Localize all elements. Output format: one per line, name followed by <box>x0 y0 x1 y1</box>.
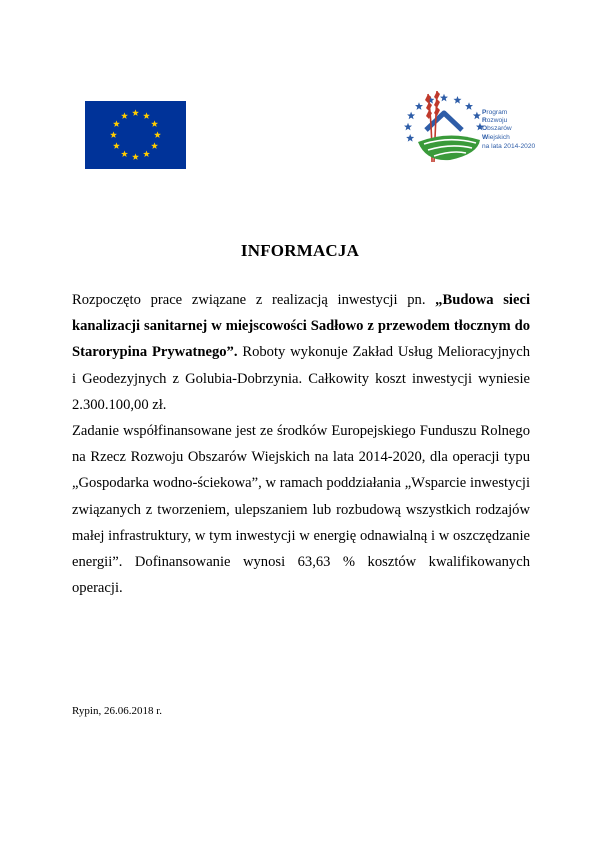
prow-star-icon <box>407 112 415 120</box>
prow-line-wiejskich: Wiejskich <box>482 133 510 141</box>
prow-star-icon <box>406 134 414 142</box>
paragraph-contractor-cost: Roboty wykonuje Zakład Usług Melioracyjnych i Geodezyjnych z Golubia-Dobrzynia. Całkowity koszt inwestycji wyniesie 2.300.100,00 zł. <box>72 344 530 413</box>
prow-line-rozwoju: Rozwoju <box>482 117 508 125</box>
prow-line-program: Program <box>482 109 508 116</box>
prow-star-icon <box>473 112 481 120</box>
paragraph-investment <box>72 287 530 418</box>
investment-name: „Budowa sieci kanalizacji sanitarnej w miejscowości Sadłowo z przewodem tłocznym do Starorypina Prywatnego”. <box>72 292 530 361</box>
prow-star-icon <box>440 94 448 102</box>
prow-line-obszarow: Obszarów <box>482 125 512 133</box>
prow-years: na lata 2014-2020 <box>482 142 536 150</box>
prow-star-icon <box>404 123 412 131</box>
prow-star-icon <box>415 102 423 110</box>
prow-logo-text <box>482 109 535 151</box>
prow-star-icon <box>453 96 461 104</box>
main-content <box>72 287 530 601</box>
paragraph-cofinancing: Zadanie współfinansowane jest ze środków Europejskiego Funduszu Rolnego na Rzecz Rozwoju Obszarów Wiejskich na lata 2014-2020, dla operacji typu „Gospodarka wodno-ściekowa”, w ramach poddziałania „Wsparcie inwestycji związanych z tworzeniem, ulepszaniem lub rozbudową wszystkich rodzajów małej infrastruktury, w tym inwestycji w energię odnawialną i w oszczędzanie energii”. Dofinansowanie wynosi 63,63 % kosztów kwalifikowanych operacji. <box>72 423 530 597</box>
paragraph-intro: Rozpoczęto prace związane z realizacją inwestycji pn. <box>72 292 436 308</box>
eu-flag-icon <box>85 101 186 169</box>
place-date: Rypin, 26.06.2018 r. <box>72 705 163 717</box>
prow-star-icon <box>465 102 473 110</box>
page-title: INFORMACJA <box>240 241 360 260</box>
